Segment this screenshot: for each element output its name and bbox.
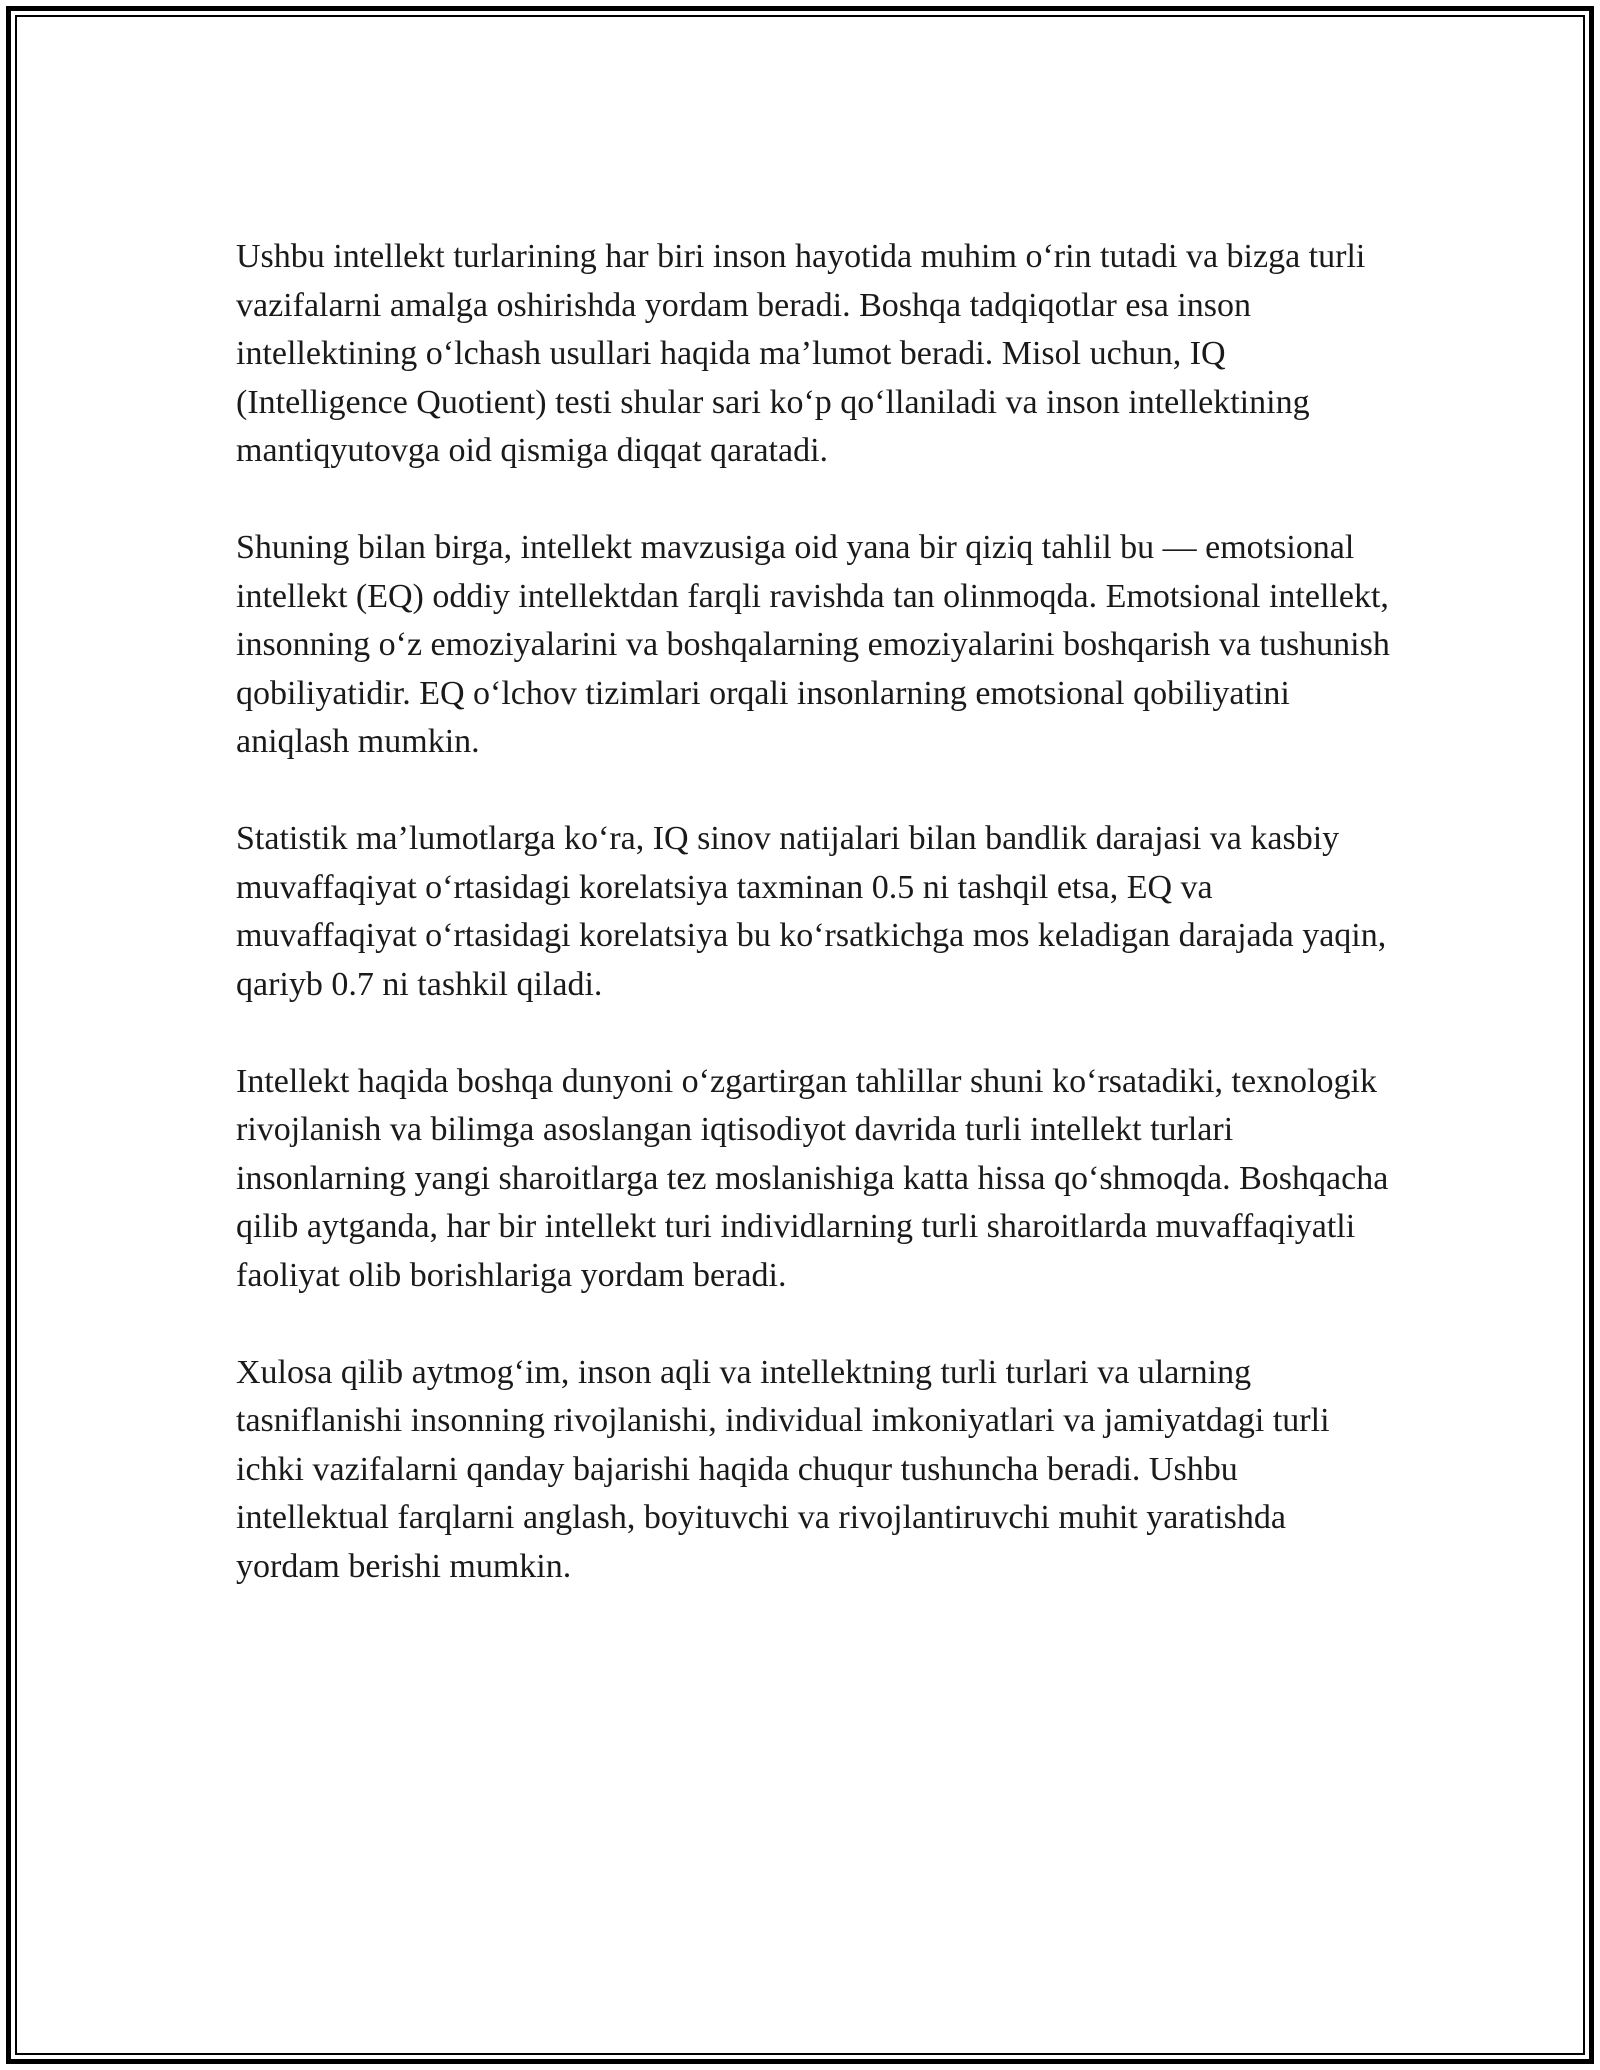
paragraph: Shuning bilan birga, intellekt mavzusiga oid yana bir qiziq tahlil bu — emotsional intellekt (EQ) oddiy intellektdan farqli ravishda tan olinmoqda. Emotsional intellekt, insonning o‘z emoziyalarini va boshqalarning emoziyalarini boshqarish va tushunish qobiliyatidir. EQ o‘lchov tizimlari orqali insonlarning emotsional qobiliyatini aniqlash mumkin.: [236, 529, 1390, 760]
paragraph: Intellekt haqida boshqa dunyoni o‘zgartirgan tahlillar shuni ko‘rsatadiki, texnologik rivojlanish va bilimga asoslangan iqtisodiyot davrida turli intellekt turlari insonlarning yangi sharoitlarga tez moslanishiga katta hissa qo‘shmoqda. Boshqacha qilib aytganda, har bir intellekt turi individlarning turli sharoitlarda muvaffaqiyatli faoliyat olib borishlariga yordam beradi.: [236, 1062, 1389, 1294]
paragraph: Ushbu intellekt turlarining har biri inson hayotida muhim o‘rin tutadi va bizga turli vazifalarni amalga oshirishda yordam beradi. Boshqa tadqiqotlar esa inson intellektining o‘lchash usullari haqida ma’lumot beradi. Misol uchun, IQ (Intelligence Quotient) testi shular sari ko‘p qo‘llaniladi va inson intellektining mantiqyutovga oid qismiga diqqat qaratadi.: [236, 238, 1366, 469]
document-body: [236, 233, 1396, 1591]
paragraph: Statistik ma’lumotlarga ko‘ra, IQ sinov natijalari bilan bandlik darajasi va kasbiy muvaffaqiyat o‘rtasidagi korelatsiya taxminan 0.5 ni tashqil etsa, EQ va muvaffaqiyat o‘rtasidagi korelatsiya bu ko‘rsatkichga mos keladigan darajada yaqin, qariyb 0.7 ni tashkil qiladi.: [236, 820, 1387, 1003]
paragraph: Xulosa qilib aytmog‘im, inson aqli va intellektning turli turlari va ularning tasniflanishi insonning rivojlanishi, individual imkoniyatlari va jamiyatdagi turli ichki vazifalarni qanday bajarishi haqida chuqur tushuncha beradi. Ushbu intellektual farqlarni anglash, boyituvchi va rivojlantiruvchi muhit yaratishda yordam berishi mumkin.: [236, 1353, 1330, 1585]
